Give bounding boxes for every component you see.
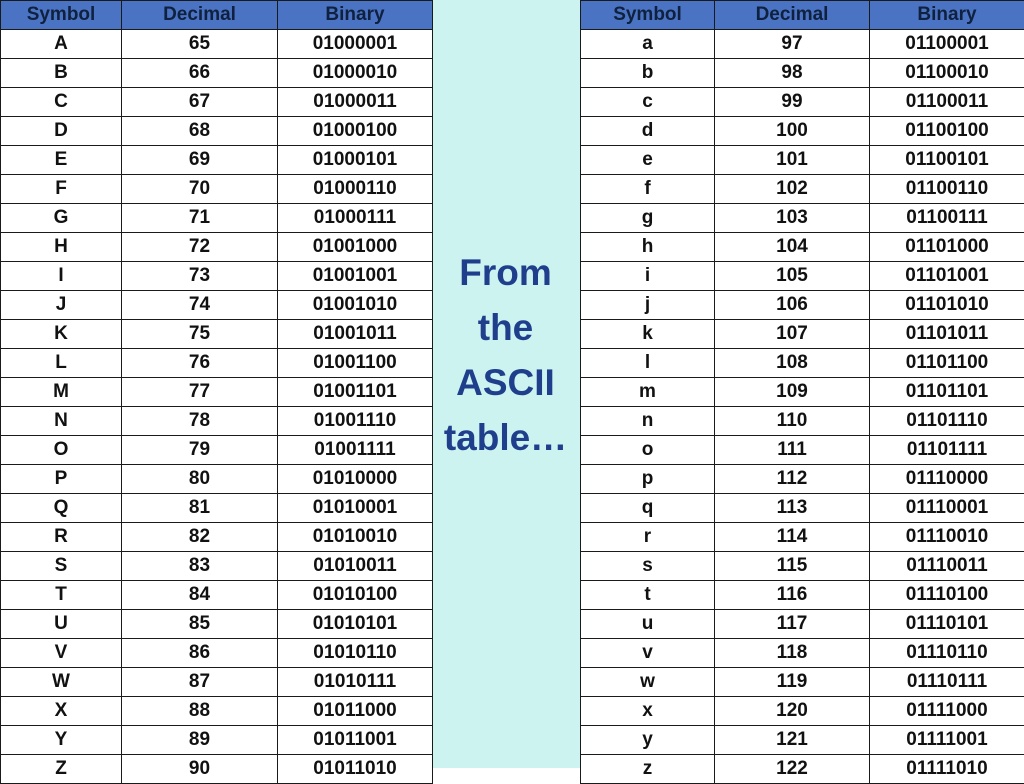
cell-symbol: o [581,436,715,465]
cell-binary: 01110000 [870,465,1024,494]
cell-decimal: 116 [715,581,870,610]
cell-decimal: 111 [715,436,870,465]
cell-decimal: 79 [122,436,278,465]
header-decimal: Decimal [122,1,278,30]
cell-binary: 01110001 [870,494,1024,523]
table-row [581,494,1024,523]
cell-symbol: l [581,349,715,378]
cell-decimal: 76 [122,349,278,378]
cell-decimal: 80 [122,465,278,494]
table-row [581,523,1024,552]
cell-binary: 01010011 [278,552,433,581]
cell-decimal: 99 [715,88,870,117]
cell-binary: 01101101 [870,378,1024,407]
table-row [581,668,1024,697]
cell-binary: 01000100 [278,117,433,146]
cell-symbol: d [581,117,715,146]
cell-symbol: M [1,378,122,407]
table-row [581,610,1024,639]
cell-symbol: g [581,204,715,233]
cell-symbol: a [581,30,715,59]
cell-symbol: N [1,407,122,436]
cell-binary: 01101011 [870,320,1024,349]
header-binary: Binary [870,1,1024,30]
cell-symbol: I [1,262,122,291]
cell-decimal: 85 [122,610,278,639]
header-binary: Binary [278,1,433,30]
table-row [1,204,433,233]
cell-symbol: z [581,755,715,784]
table-row [581,30,1024,59]
table-row [1,494,433,523]
cell-symbol: G [1,204,122,233]
cell-binary: 01010110 [278,639,433,668]
cell-binary: 01010000 [278,465,433,494]
cell-binary: 01010100 [278,581,433,610]
cell-binary: 01110111 [870,668,1024,697]
cell-binary: 01001000 [278,233,433,262]
table-row [581,726,1024,755]
table-row [1,117,433,146]
cell-decimal: 109 [715,378,870,407]
cell-binary: 01010001 [278,494,433,523]
caption-line: the [431,300,580,355]
cell-symbol: Y [1,726,122,755]
table-row [581,755,1024,784]
cell-decimal: 72 [122,233,278,262]
table-row [1,726,433,755]
cell-decimal: 66 [122,59,278,88]
cell-decimal: 82 [122,523,278,552]
cell-binary: 01100010 [870,59,1024,88]
table-row [581,436,1024,465]
table-row [1,378,433,407]
table-row [1,668,433,697]
cell-binary: 01000110 [278,175,433,204]
cell-decimal: 121 [715,726,870,755]
cell-symbol: f [581,175,715,204]
table-row [581,291,1024,320]
table-row [581,465,1024,494]
cell-binary: 01011000 [278,697,433,726]
cell-decimal: 104 [715,233,870,262]
table-row [1,233,433,262]
cell-symbol: e [581,146,715,175]
cell-symbol: r [581,523,715,552]
cell-binary: 01110010 [870,523,1024,552]
cell-binary: 01110110 [870,639,1024,668]
table-row [1,697,433,726]
table-row [1,581,433,610]
table-row [581,581,1024,610]
cell-decimal: 106 [715,291,870,320]
table-row [581,349,1024,378]
cell-binary: 01101001 [870,262,1024,291]
cell-binary: 01010101 [278,610,433,639]
table-row [1,320,433,349]
cell-decimal: 71 [122,204,278,233]
cell-binary: 01110101 [870,610,1024,639]
table-row [581,175,1024,204]
cell-binary: 01011001 [278,726,433,755]
cell-decimal: 101 [715,146,870,175]
cell-binary: 01101010 [870,291,1024,320]
lowercase-ascii-table [580,0,1024,784]
cell-symbol: v [581,639,715,668]
table-row [581,59,1024,88]
cell-binary: 01111001 [870,726,1024,755]
table-row [1,88,433,117]
cell-decimal: 89 [122,726,278,755]
cell-decimal: 118 [715,639,870,668]
cell-symbol: y [581,726,715,755]
cell-symbol: H [1,233,122,262]
cell-decimal: 65 [122,30,278,59]
cell-decimal: 97 [715,30,870,59]
cell-binary: 01101111 [870,436,1024,465]
cell-decimal: 70 [122,175,278,204]
cell-symbol: W [1,668,122,697]
cell-binary: 01010111 [278,668,433,697]
cell-decimal: 77 [122,378,278,407]
cell-binary: 01000101 [278,146,433,175]
caption-line: From [431,245,580,300]
cell-binary: 01100100 [870,117,1024,146]
caption [431,245,580,465]
cell-binary: 01000011 [278,88,433,117]
cell-decimal: 117 [715,610,870,639]
cell-symbol: h [581,233,715,262]
cell-binary: 01001101 [278,378,433,407]
cell-binary: 01110100 [870,581,1024,610]
table-row [1,465,433,494]
table-row [581,262,1024,291]
cell-symbol: B [1,59,122,88]
table-row [581,552,1024,581]
cell-binary: 01101110 [870,407,1024,436]
cell-binary: 01100011 [870,88,1024,117]
table-row [581,204,1024,233]
cell-decimal: 86 [122,639,278,668]
cell-decimal: 110 [715,407,870,436]
caption-line: table… [431,410,580,465]
cell-decimal: 112 [715,465,870,494]
cell-symbol: u [581,610,715,639]
cell-symbol: S [1,552,122,581]
table-row [581,697,1024,726]
cell-decimal: 107 [715,320,870,349]
cell-decimal: 67 [122,88,278,117]
cell-symbol: j [581,291,715,320]
cell-symbol: D [1,117,122,146]
cell-symbol: O [1,436,122,465]
cell-binary: 01001110 [278,407,433,436]
header-symbol: Symbol [1,1,122,30]
cell-binary: 01111000 [870,697,1024,726]
cell-symbol: P [1,465,122,494]
cell-decimal: 105 [715,262,870,291]
cell-decimal: 83 [122,552,278,581]
cell-symbol: K [1,320,122,349]
table-row [1,552,433,581]
cell-symbol: k [581,320,715,349]
cell-decimal: 84 [122,581,278,610]
cell-decimal: 103 [715,204,870,233]
table-row [1,291,433,320]
cell-decimal: 108 [715,349,870,378]
table-row [1,349,433,378]
cell-symbol: J [1,291,122,320]
cell-binary: 01100101 [870,146,1024,175]
cell-symbol: t [581,581,715,610]
cell-binary: 01101000 [870,233,1024,262]
cell-symbol: q [581,494,715,523]
table-row [1,175,433,204]
cell-decimal: 115 [715,552,870,581]
cell-decimal: 75 [122,320,278,349]
header-row [1,1,433,30]
cell-decimal: 102 [715,175,870,204]
cell-decimal: 81 [122,494,278,523]
cell-decimal: 90 [122,755,278,784]
cell-decimal: 119 [715,668,870,697]
table-row [581,233,1024,262]
cell-decimal: 68 [122,117,278,146]
cell-symbol: Q [1,494,122,523]
cell-symbol: F [1,175,122,204]
uppercase-ascii-table [0,0,433,784]
cell-binary: 01101100 [870,349,1024,378]
table-row [1,262,433,291]
cell-symbol: Z [1,755,122,784]
cell-symbol: m [581,378,715,407]
table-row [581,146,1024,175]
table-row [581,88,1024,117]
cell-decimal: 69 [122,146,278,175]
cell-decimal: 100 [715,117,870,146]
table-row [581,378,1024,407]
cell-binary: 01001100 [278,349,433,378]
header-row [581,1,1024,30]
table-row [581,320,1024,349]
cell-decimal: 87 [122,668,278,697]
cell-binary: 01010010 [278,523,433,552]
cell-symbol: b [581,59,715,88]
cell-symbol: A [1,30,122,59]
cell-symbol: V [1,639,122,668]
cell-binary: 01100111 [870,204,1024,233]
table-row [581,117,1024,146]
table-row [1,59,433,88]
cell-binary: 01001111 [278,436,433,465]
cell-symbol: w [581,668,715,697]
cell-decimal: 120 [715,697,870,726]
table-row [581,407,1024,436]
cell-symbol: T [1,581,122,610]
cell-decimal: 74 [122,291,278,320]
cell-binary: 01110011 [870,552,1024,581]
cell-binary: 01100001 [870,30,1024,59]
cell-symbol: R [1,523,122,552]
cell-symbol: U [1,610,122,639]
cell-symbol: c [581,88,715,117]
table-row [1,407,433,436]
table-row [1,30,433,59]
cell-symbol: X [1,697,122,726]
cell-symbol: i [581,262,715,291]
cell-decimal: 98 [715,59,870,88]
cell-decimal: 88 [122,697,278,726]
cell-symbol: s [581,552,715,581]
cell-decimal: 78 [122,407,278,436]
cell-binary: 01001011 [278,320,433,349]
table-row [1,436,433,465]
cell-symbol: E [1,146,122,175]
caption-line: ASCII [431,355,580,410]
cell-binary: 01000010 [278,59,433,88]
cell-decimal: 114 [715,523,870,552]
cell-binary: 01111010 [870,755,1024,784]
cell-binary: 01001001 [278,262,433,291]
table-row [1,523,433,552]
cell-symbol: p [581,465,715,494]
header-symbol: Symbol [581,1,715,30]
header-decimal: Decimal [715,1,870,30]
cell-binary: 01000001 [278,30,433,59]
cell-symbol: x [581,697,715,726]
cell-binary: 01100110 [870,175,1024,204]
cell-decimal: 122 [715,755,870,784]
cell-symbol: n [581,407,715,436]
cell-symbol: C [1,88,122,117]
table-row [1,610,433,639]
table-row [1,146,433,175]
cell-binary: 01011010 [278,755,433,784]
cell-decimal: 113 [715,494,870,523]
table-row [1,755,433,784]
cell-decimal: 73 [122,262,278,291]
cell-binary: 01000111 [278,204,433,233]
cell-symbol: L [1,349,122,378]
cell-binary: 01001010 [278,291,433,320]
table-row [581,639,1024,668]
table-row [1,639,433,668]
